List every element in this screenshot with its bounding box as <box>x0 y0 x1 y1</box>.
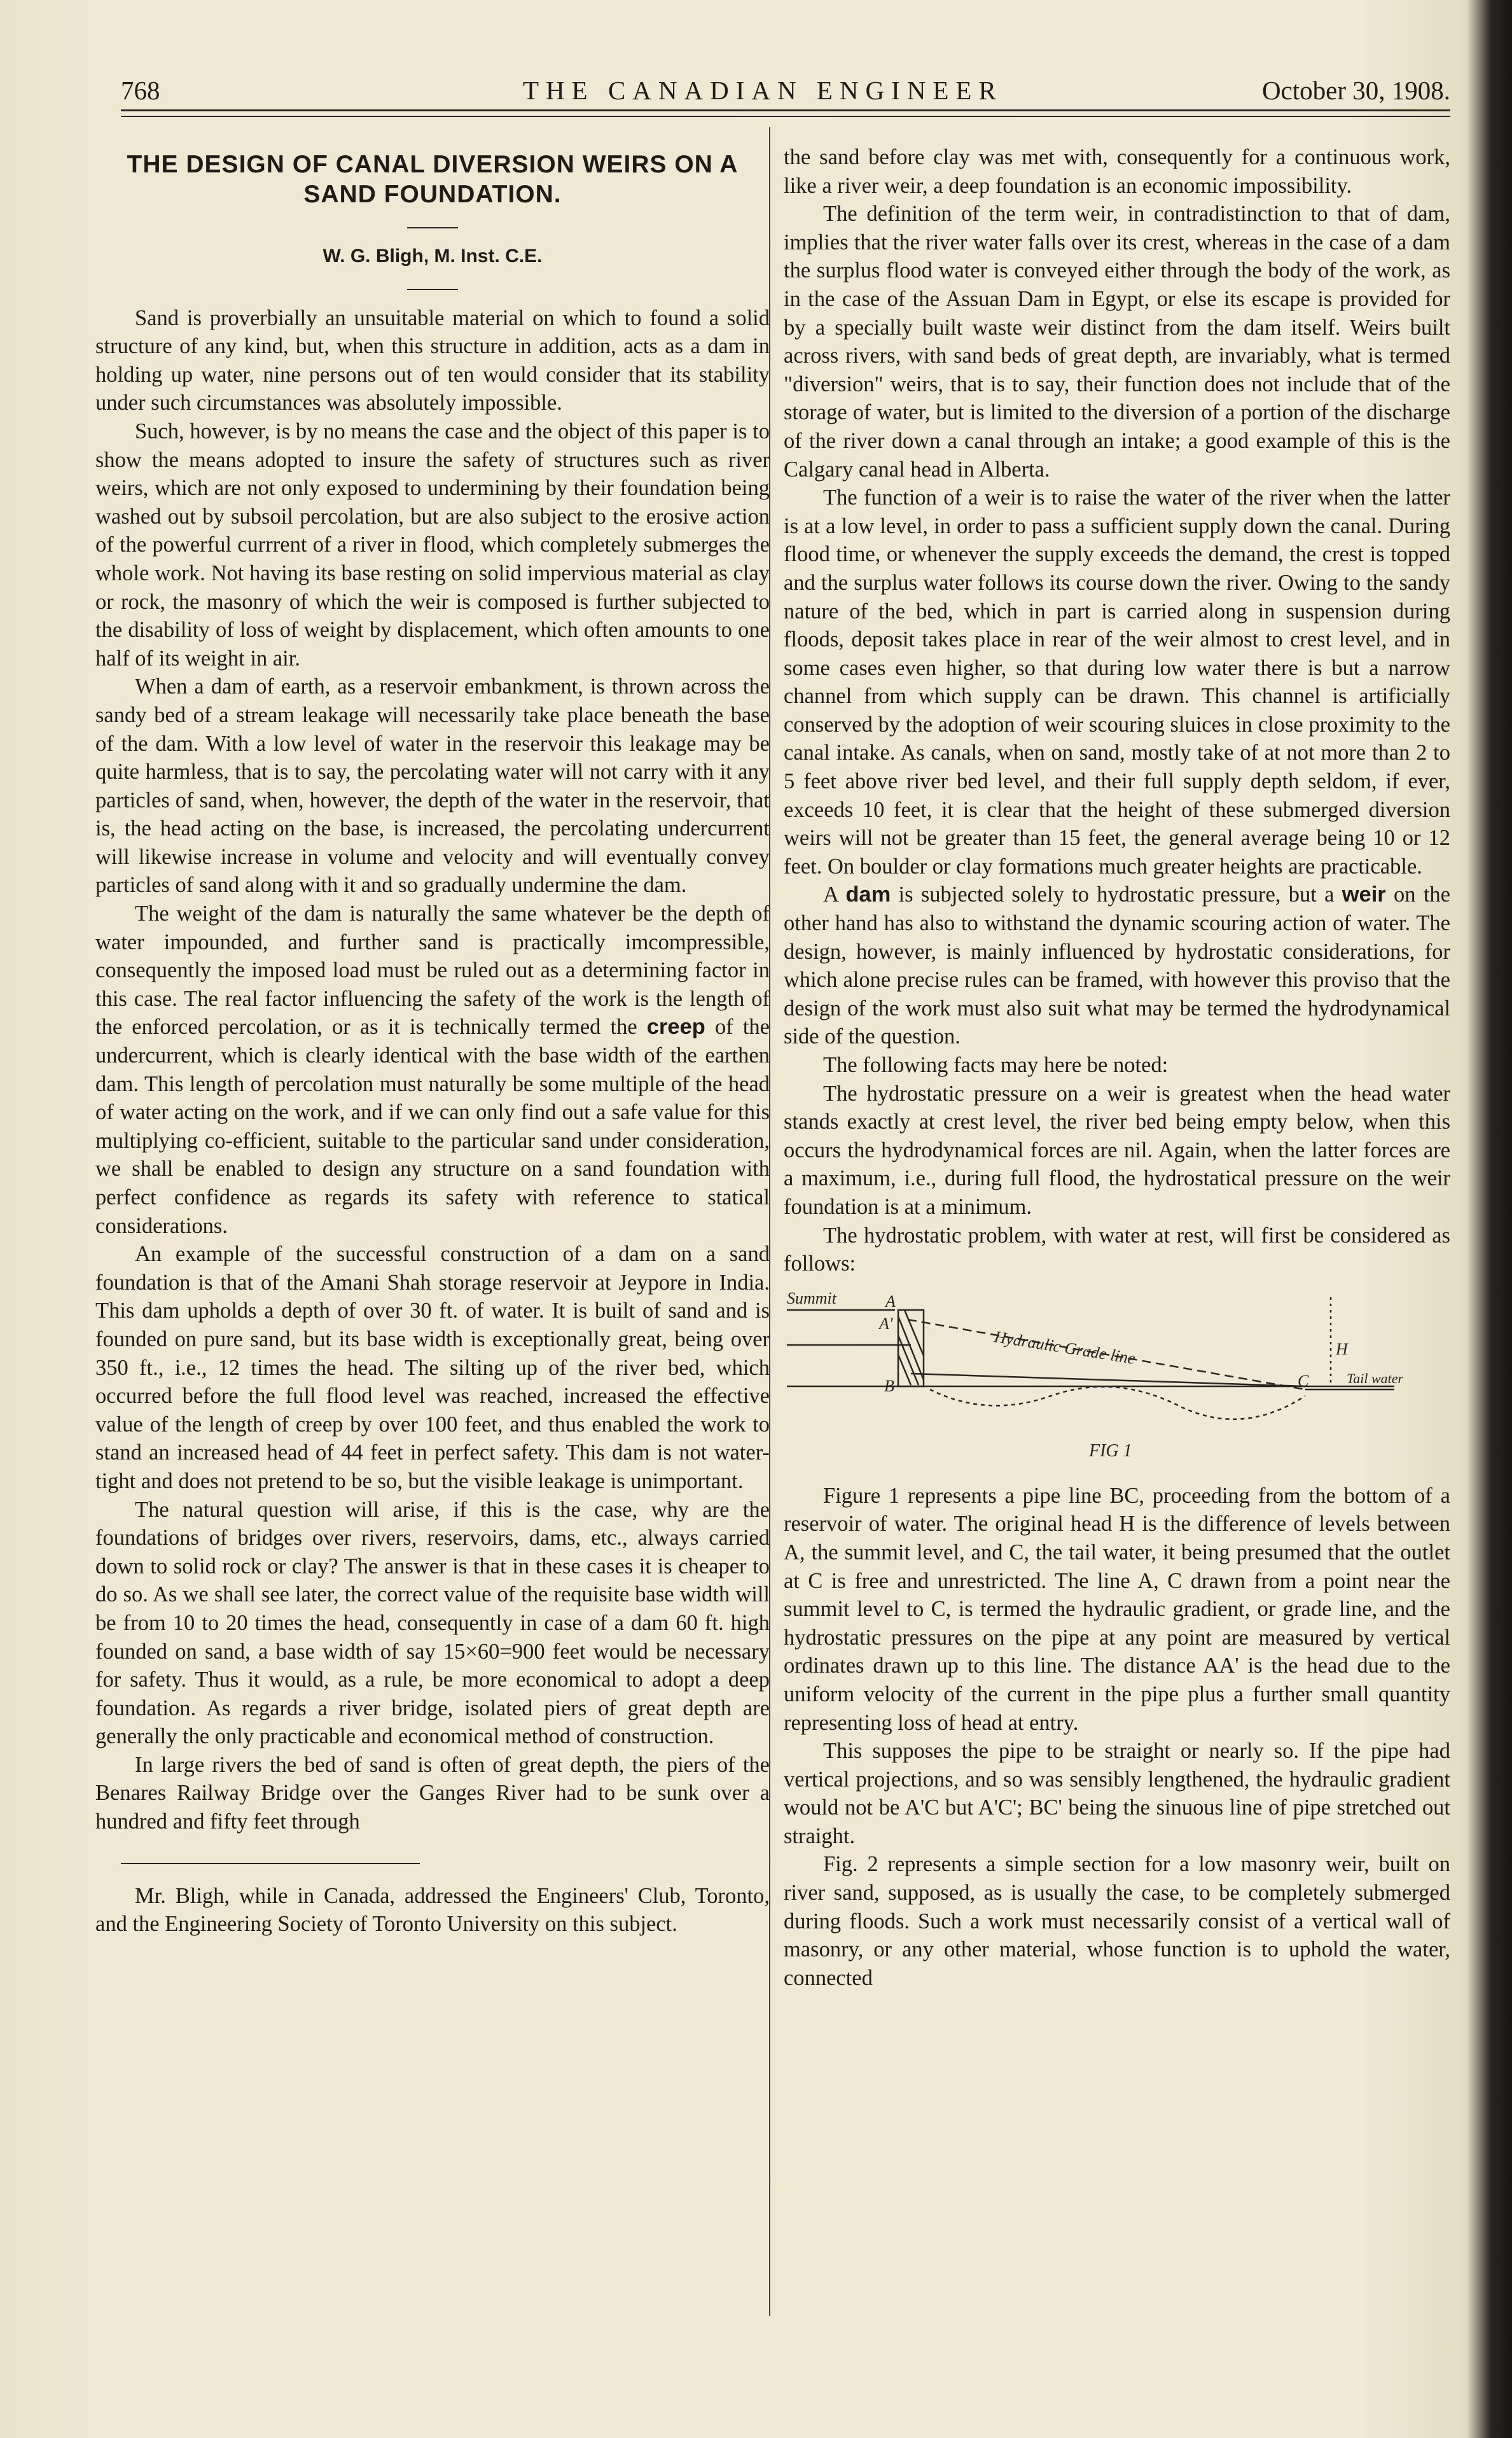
label-summit: Summit <box>787 1288 836 1307</box>
paragraph: When a dam of earth, as a reservoir embankment, is thrown across the sandy bed of a stream leakage will necessarily take place beneath the base of the dam. With a low level of water in the reservoir this leakage may be quite harmless, that is to say, the percolating water will not carry with it any particles of sand, when, however, the depth of the water in the reservoir, that is, the head acting on the base, is increased, the percolating undercurrent will likewise increase in volume and velocity and will eventually convey particles of sand along with it and so gradually undermine the dam. <box>95 674 770 898</box>
right-column <box>784 143 1450 1992</box>
journal-title: THE CANADIAN ENGINEER <box>523 76 1003 105</box>
paragraph <box>784 881 1450 1051</box>
figure-caption: FIG 1 <box>1089 1440 1132 1461</box>
header-rule-thin <box>121 116 1450 117</box>
paragraph: Figure 1 represents a pipe line BC, proceeding from the bottom of a reservoir of water. The original head H is the difference of levels between A, the summit level, and C, the tail water, it being presumed that the outlet at C is free and unrestricted. The line A, C drawn from a point near the summit level to C, is termed the hydraulic gradient, or grade line, and the hydrostatic pressures on the pipe at any point are measured by vertical ordinates drawn up to this line. The distance AA' is the head due to the uniform velocity of the current in the pipe plus a further small quantity representing loss of head at entry. <box>784 1483 1450 1735</box>
paragraph: The hydrostatic pressure on a weir is greatest when the head water stands exactly at crest level, the river bed being empty below, when this occurs the hydrodynamical forces are nil. Again, when the latter forces are a maximum, i.e., during full flood, the hydrostatical pressure on the weir foundation is at a minimum. <box>784 1081 1450 1219</box>
text-run: on the other hand has also to withstand the dynamic scouring action of water. The design, however, is mainly influenced by hydrostatic considerations, for which alone precise rules can be framed, with however this proviso that the design of the work must also suit what may be termed the hydrodynamical side of the question. <box>784 882 1450 1049</box>
emphasis-weir: weir <box>1342 882 1386 907</box>
label-b: B <box>884 1376 894 1395</box>
author-byline: W. G. Bligh, M. Inst. C.E. <box>323 246 543 267</box>
emphasis-dam: dam <box>845 882 891 907</box>
paragraph: The natural question will arise, if this is the case, why are the foundations of bridges over rivers, reservoirs, dams, etc., always carried down to solid rock or clay? The answer is that in these cases it is cheaper to do so. As we shall see later, the correct value of the requisite base width will be from 10 to 20 times the head, consequently in case of a dam 60 ft. high founded on sand, a base width of say 15×60=900 feet would be necessary for safety. Thus it would, as a rule, be more economical to adopt a deep foundation. As regards a river bridge, isolated piers of great depth are generally the only practicable and economical method of construction. <box>95 1497 770 1749</box>
wall-hatch <box>898 1355 911 1385</box>
paragraph: the sand before clay was met with, consequently for a continuous work, like a river weir, a deep foundation is an economic impossibility. <box>784 145 1450 198</box>
sinuous-pipe <box>930 1386 1305 1419</box>
pipe-line <box>911 1374 1305 1386</box>
article-title: THE DESIGN OF CANAL DIVERSION WEIRS ON A SAND FOUNDATION. <box>127 151 739 208</box>
paragraph: The function of a weir is to raise the water of the river when the latter is at a low level, in order to pass a sufficient supply down the canal. During flood time, or whenever the supply exceeds the demand, the crest is topped and the surplus water follows its course down the river. Owing to the sandy nature of the bed, which in part is carried along in suspension during floods, deposit takes place in rear of the weir almost to crest level, and in some cases even higher, so that during low water there is but a narrow channel from which supply can be drawn. This channel is artificially conserved by the adoption of weir scouring sluices in close proximity to the canal intake. As canals, when on sand, mostly take of at not more than 2 to 5 feet above river bed level, and their full supply depth seldom, if ever, exceeds 10 feet, it is clear that the height of these submerged diversion weirs will not be greater than 15 feet, the general average being 10 or 12 feet. On boulder or clay formations much greater heights are practicable. <box>784 485 1450 879</box>
running-header <box>121 75 1450 113</box>
label-h: H <box>1336 1339 1348 1358</box>
footnote-rule <box>121 1863 420 1864</box>
paragraph: Fig. 2 represents a simple section for a low masonry weir, built on river sand, supposed, as is usually the case, to be completely submerged during floods. Such a work must necessarily consist of a vertical wall of masonry, or any other material, whose function is to uphold the water, connected <box>784 1852 1450 1990</box>
label-grade-line: Hydraulic Grade line <box>993 1327 1137 1368</box>
paragraph: This supposes the pipe to be straight or nearly so. If the pipe had vertical projections, and so was sensibly lengthened, the hydraulic gradient would not be A'C but A'C'; BC' being the sinuous line of pipe stretched out straight. <box>784 1739 1450 1848</box>
paragraph: The hydrostatic problem, with water at rest, will first be considered as follows: <box>784 1223 1450 1276</box>
label-c: C <box>1298 1371 1309 1390</box>
paragraph: The following facts may here be noted: <box>823 1053 1169 1077</box>
left-column <box>95 143 770 1939</box>
page-number: 768 <box>121 76 160 105</box>
label-a: A <box>885 1292 896 1311</box>
text-run: of the undercurrent, which is clearly identical with the base width of the earthen dam. This length of percolation must naturally be some multiple of the head of water acting on the work, and if we can only find out a safe value for this multiplying co-efficient, suitable to the particular sand under consideration, we shall be enabled to design any structure on a sand foundation with perfect confidence as regards its safety with reference to statical considerations. <box>95 1015 770 1238</box>
byline-rule <box>407 289 458 290</box>
header-rule <box>121 109 1450 111</box>
footnote: Mr. Bligh, while in Canada, addressed the Engineers' Club, Toronto, and the Engineering Society of Toronto University on this subject. <box>95 1883 770 1937</box>
paragraph: The definition of the term weir, in contradistinction to that of dam, implies that the river water falls over its crest, whereas in the case of a dam the surplus flood water is conveyed either through the body of the work, as in the case of the Assuan Dam in Egypt, or else its escape is provided for by a specially built waste weir distinct from the dam itself. Weirs built across rivers, with sand beds of great depth, are invariably, what is termed "diversion" weirs, that is to say, their function does not include that of the storage of water, but is limited to the diversion of a portion of the discharge of the river down a canal through an intake; a good example of this is the Calgary canal head in Alberta. <box>784 202 1450 482</box>
text-run: A <box>823 882 846 907</box>
paragraph: An example of the successful construction of a dam on a sand foundation is that of the Amani Shah storage reservoir at Jeypore in India. This dam upholds a depth of over 30 ft. of water. It is built of sand and is founded on pure sand, but its base width is exceptionally great, being over 350 ft., i.e., 12 times the head. The silting up of the river bed, which occurred before the full flood level was reached, increased the effective value of the length of creep by over 100 feet, and thus enabled the work to stand an increased head of 44 feet in perfect safety. This dam is not water-tight and does not pretend to be so, but the visible leakage is unimportant. <box>95 1242 770 1493</box>
wall-hatch <box>905 1310 924 1356</box>
label-a-prime: A' <box>879 1314 893 1333</box>
emphasis-creep: creep <box>646 1015 705 1040</box>
paragraph: In large rivers the bed of sand is often of great depth, the piers of the Benares Railway Bridge over the Ganges River had to be sunk over a hundred and fifty feet through <box>95 1752 770 1834</box>
figure-1-drawing <box>784 1285 1450 1469</box>
label-tail-water: Tail water <box>1347 1370 1404 1386</box>
paragraph: Such, however, is by no means the case and the object of this paper is to show the means adopted to insure the safety of structures such as river weirs, which are not only exposed to undermining by their foundation being washed out by subsoil percolation, but are also subject to the erosive action of the powerful currrent of a river in flood, which completely submerges the whole work. Not having its base resting on solid impervious material as clay or rock, the masonry of which the weir is composed is further subjected to the disability of loss of weight by displacement, which often amounts to one half of its weight in air. <box>95 419 770 671</box>
paragraph: Sand is proverbially an unsuitable material on which to found a solid structure of any kind, but, when this structure in addition, acts as a dam in holding up water, nine persons out of ten would consider that its stability under such circumstances was absolutely impossible. <box>95 305 770 415</box>
text-run: is subjected solely to hydrostatic pressure, but a <box>891 882 1342 907</box>
issue-date: October 30, 1908. <box>1261 76 1450 105</box>
figure-1 <box>784 1285 1450 1469</box>
text-run: The weight of the dam is naturally the same whatever be the depth of water impounded, and further sand is practically imcompressible, consequently the imposed load must be ruled out as a determining factor in this case. The real factor influencing the safety of the work is the length of the enforced percolation, or as it is technically termed the <box>95 902 770 1040</box>
paragraph <box>95 900 770 1240</box>
title-rule <box>407 227 458 228</box>
